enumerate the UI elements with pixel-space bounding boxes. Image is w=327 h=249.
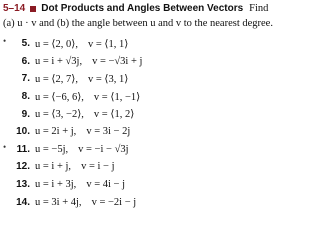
vector-v: v = i − j <box>81 161 115 173</box>
exercise-expression <box>35 126 130 137</box>
exercise-expression <box>35 38 128 50</box>
vector-u: u = ⟨3, −2⟩, <box>35 109 84 121</box>
exercise-expression <box>35 56 142 67</box>
vector-v: v = −√3i + j <box>92 55 143 67</box>
vector-v: v = ⟨1, −1⟩ <box>93 91 141 103</box>
exercise-number: 10. <box>16 126 30 138</box>
exercise-number: 7. <box>21 73 30 85</box>
vector-v: v = −i − √3j <box>78 143 129 155</box>
vector-v: v = ⟨3, 1⟩ <box>88 73 129 85</box>
exercise-item <box>0 158 327 176</box>
instruction-text: (a) u · v and (b) the angle between u and v to the nearest degree. <box>3 18 273 29</box>
exercise-number: 14. <box>16 196 30 208</box>
vector-v: v = 3i − 2j <box>86 126 131 138</box>
exercise-item <box>0 193 327 211</box>
vector-v: v = 4i − j <box>86 179 125 191</box>
find-text: Find <box>249 3 269 14</box>
exercise-expression <box>35 197 136 208</box>
vector-u: u = 3i + 4j, <box>35 196 82 208</box>
exercise-expression <box>35 161 115 172</box>
exercise-item <box>0 53 327 71</box>
exercise-item <box>0 176 327 194</box>
exercise-expression <box>35 108 134 120</box>
exercise-item <box>0 141 327 159</box>
header-line <box>3 2 325 16</box>
tick-mark-icon: • <box>3 141 7 152</box>
exercise-item <box>0 88 327 106</box>
exercise-number: 9. <box>21 108 30 120</box>
vector-u: u = ⟨2, 7⟩, <box>35 73 78 85</box>
vector-u: u = ⟨2, 0⟩, <box>35 38 78 50</box>
square-bullet-icon <box>30 6 36 12</box>
exercise-expression <box>35 144 129 155</box>
vector-u: u = ⟨−6, 6⟩, <box>35 91 84 103</box>
exercise-item <box>0 70 327 88</box>
vector-u: u = 2i + j, <box>35 126 77 138</box>
exercise-expression <box>35 179 125 190</box>
exercise-header <box>3 2 325 31</box>
vector-v: v = ⟨1, 1⟩ <box>88 38 129 50</box>
exercise-item <box>0 35 327 53</box>
exercise-item <box>0 105 327 123</box>
vector-u: u = i + 3j, <box>35 179 77 191</box>
exercise-number: 8. <box>21 91 30 103</box>
section-title: Dot Products and Angles Between Vectors <box>41 3 244 14</box>
exercise-number: 13. <box>16 179 30 191</box>
vector-u: u = i + j, <box>35 161 72 173</box>
exercise-expression <box>35 73 128 85</box>
vector-u: u = −5j, <box>35 143 69 155</box>
exercise-number: 5. <box>21 38 30 50</box>
tick-mark-icon: • <box>3 36 7 46</box>
exercise-range: 5–14 <box>3 3 26 14</box>
exercise-list <box>0 35 327 211</box>
exercise-number: 11. <box>16 143 30 155</box>
vector-v: v = −2i − j <box>91 196 137 208</box>
exercise-expression <box>35 91 140 103</box>
exercise-number: 6. <box>21 55 30 67</box>
vector-v: v = ⟨1, 2⟩ <box>93 109 135 121</box>
exercise-number: 12. <box>16 161 30 173</box>
vector-u: u = i + √3j, <box>35 55 83 67</box>
exercise-item <box>0 123 327 141</box>
